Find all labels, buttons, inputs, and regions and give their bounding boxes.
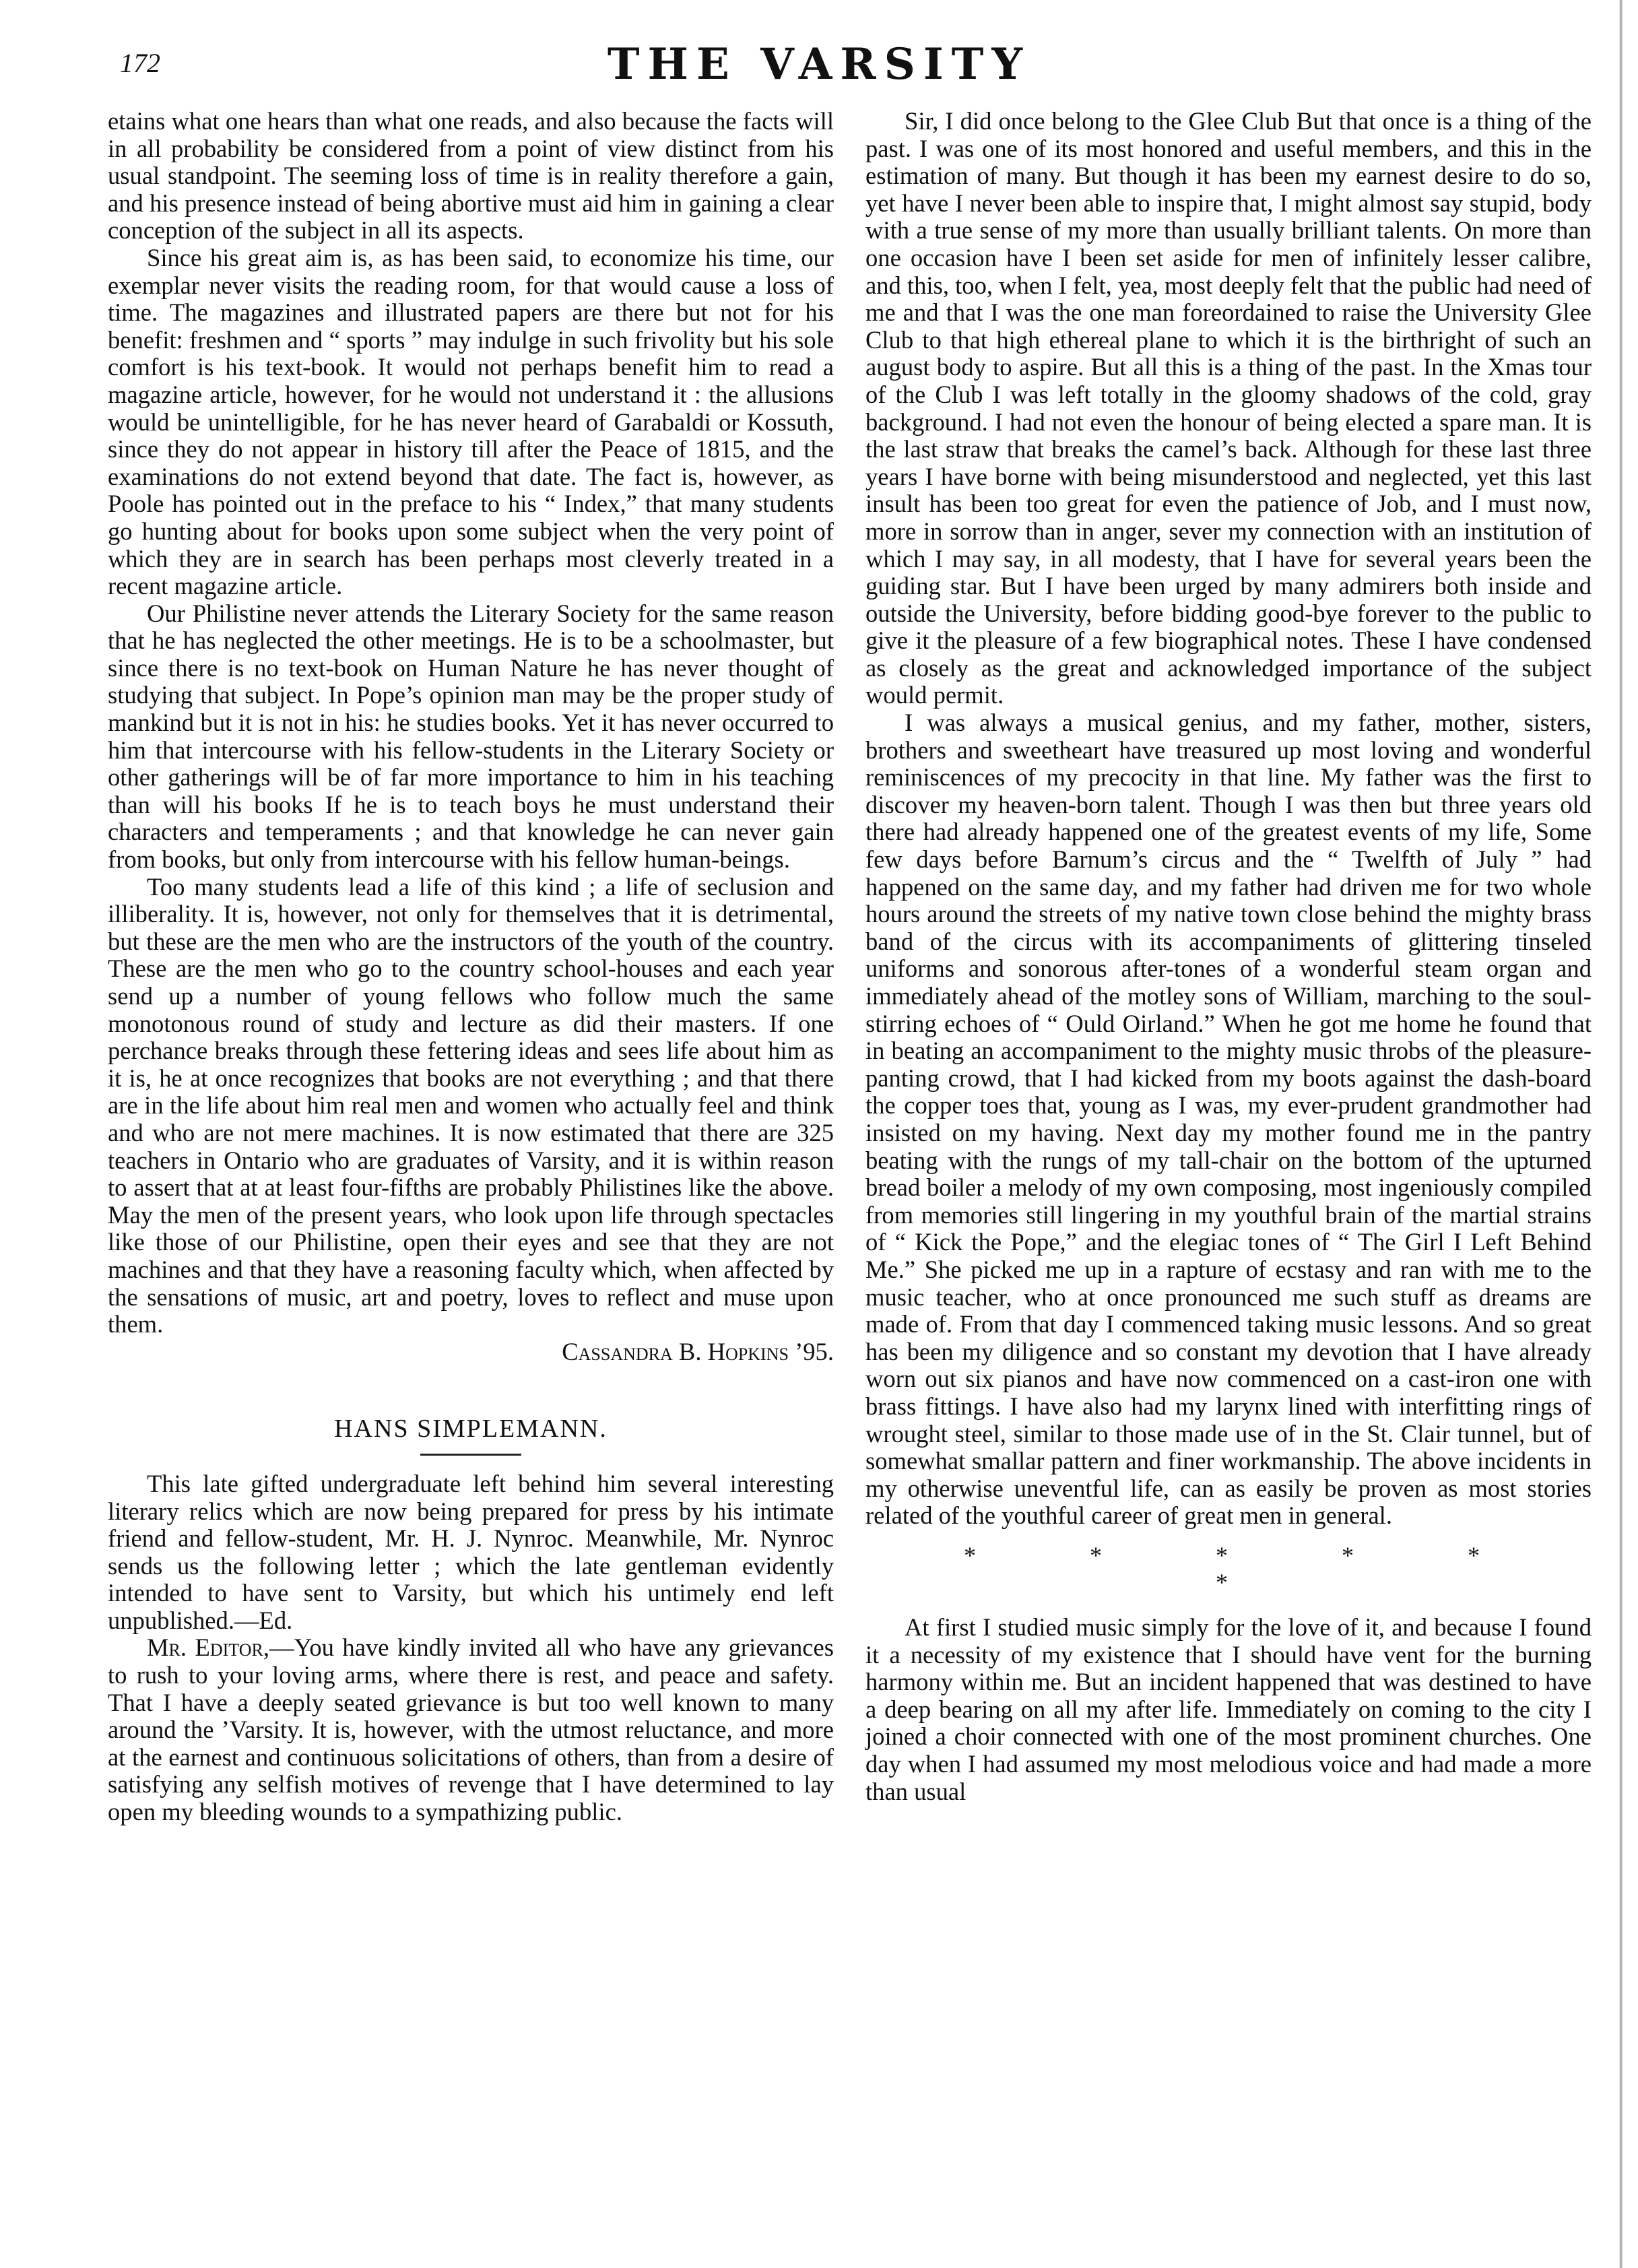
heading-rule [420, 1454, 521, 1456]
page-edge [1619, 0, 1623, 2268]
paragraph: etains what one hears than what one reads, and also because the facts will in all probability be considered from a point of view distinct from his usual standpoint. The seeming loss of time is in reality therefore a gain, and his presence instead of being abortive must aid him in gaining a clear conception of the subject in all its aspects. [108, 107, 834, 245]
intro-paragraph: This late gifted undergraduate left behind him several interesting literary relics which are now being prepared for press by his intimate friend and fellow-student, Mr. H. J. Nynroc. Meanwhile, Mr. Nynroc sends us the following letter ; which the late gentleman evidently intended to have sent to Varsity, but which his untimely end left unpublished.—Ed. [108, 1469, 834, 1634]
paragraph: I was always a musical genius, and my father, mother, sisters, brothers and sweetheart have treasured up most loving and wonderful reminiscences of my precocity in that line. My father was the first to discover my heaven-born talent. Though I was then but three years old there had already happened one of the greatest events of my life, Some few days before Barnum’s circus and the “ Twelfth of July ” had happened on the same day, and my father had driven me for two whole hours around the streets of my native town close behind the mighty brass band of the circus with its accompaniments of glittering tinseled uniforms and sonorous after-tones of a wonderful steam organ and immediately ahead of the motley sons of William, marching to the soul-stirring echoes of “ Ould Oirland.” When he got me home he found that in beating an accompaniment to the mighty music throbs of the pleasure-panting crowd, that I had kicked from my boots against the dash-board the copper toes that, young as I was, my ever-prudent grandmother had insisted on my having. Next day my mother found me in the pantry beating with the rungs of my tall-chair on the bottom of the upturned bread boiler a melody of my own composing, most ingeniously compiled from memories still lingering in my youthful brain of the martial strains of “ Kick the Pope,” and the elegiac tones of “ The Girl I Left Behind Me.” She picked me up in a rapture of ecstasy and ran with me to the music teacher, who at once pronounced me such stuff as dreams are made of. From that day I commenced taking music lessons. And so great has been my diligence and so constant my devotion that I have already worn out six pianos and have now commenced on a cast-iron one with brass fittings. I have also had my larynx lined with interfitting rings of wrought steel, similar to those made use of in the St. Clair tunnel, but of somewhat smallar pattern and finer workmanship. The above incidents in my otherwise uneventful life, can as easily be proven as most stories related of the youthful career of great men in general. [865, 709, 1592, 1530]
paragraph: Too many students lead a life of this kind ; a life of seclusion and illiberality. It is, however, not only for themselves that it is detrimental, but these are the men who are the instructors of the youth of the country. These are the men who go to the country school-houses and each year send up a number of young fellows who follow much the same monotonous round of study and lecture as did their masters. If one perchance breaks through these fettering ideas and sees life about him as it is, he at once recognizes that books are not everything ; and that there are in the life about him real men and women who actually feel and think and who are not mere machines. It is now estimated that there are 325 teachers in Ontario who are graduates of Varsity, and it is within reason to assert that at at least four-fifths are probably Philistines like the above. May the men of the present years, who look upon life through spectacles like those of our Philistine, open their eyes and see that they are not machines and that they have a reasoning faculty which, when affected by the sensations of music, art and poetry, loves to reflect and muse upon them. [108, 872, 834, 1338]
paragraph: At first I studied music simply for the love of it, and because I found it a necessity of my existence that I should have vent for the burning harmony within me. But an incident happened that was destined to have a deep bearing on all my after life. Immediately on coming to the city I joined a choir connected with one of the most prominent churches. One day when I had assumed my most melodious voice and had made a more than usual [865, 1613, 1592, 1805]
letter-body: —You have kindly invited all who have any grievances to rush to your loving arms, where there is rest, and peace and safety. That I have a deeply seated grievance is but too well known to many around the ’Varsity. It is, however, with the utmost reluctance, and more at the earnest and continuous solicitations of others, than from a desire of satisfying any selfish motives of revenge that I have determined to lay open my bleeding wounds to a sympathizing public. [108, 1633, 834, 1826]
section-separator: * * * * * * [964, 1541, 1534, 1596]
paragraph: Since his great aim is, as has been said, to economize his time, our exemplar never visits the reading room, for that would cause a loss of time. The magazines and illustrated papers are there but not for his benefit: freshmen and “ sports ” may indulge in such frivolity but his sole comfort is his text-book. It would not perhaps benefit him to read a magazine article, however, for he would not understand it : the allusions would be unintelligible, for he has never heard of Garabaldi or Kossuth, since they do not appear in history till after the Peace of 1815, and the examinations do not extend beyond that date. The fact is, however, as Poole has pointed out in the preface to his “ Index,” that many students go hunting about for books upon some subject when the very point of which they are in search has been perhaps most cleverly treated in a recent magazine article. [108, 243, 834, 600]
signature [108, 1338, 834, 1366]
letter-salutation: Mr. Editor, [147, 1633, 269, 1662]
paragraph: Our Philistine never attends the Literary Society for the same reason that he has neglected the other meetings. He is to be a schoolmaster, but since there is no text-book on Human Nature he has never thought of studying that subject. In Pope’s opinion man may be the proper study of mankind but it is not in his: he studies books. Yet it has never occurred to him that intercourse with his fellow-students in the Literary Society or other gatherings will be of far more importance to him in his teaching than will his books If he is to teach boys he must understand their characters and temperaments ; and that knowledge he can never gain from books, but only from intercourse with his fellow human-beings. [108, 599, 834, 874]
letter-paragraph [108, 1634, 834, 1825]
paragraph: Sir, I did once belong to the Glee Club But that once is a thing of the past. I was one of its most honored and useful members, and this in the estimation of many. But though it has been my earnest desire to do so, yet have I never been able to inspire that, I might almost say stupid, body with a true sense of my more than usually brilliant talents. On more than one occasion have I been set aside for men of infinitely lesser calibre, and this, too, when I felt, yea, most deeply felt that the public had need of me and that I was the one man foreordained to raise the University Glee Club to that high ethereal plane to which it is the birthright of such an august body to aspire. But all this is a thing of the past. In the Xmas tour of the Club I was left totally in the gloomy shadows of the cold, gray background. I had not even the honour of being elected a spare man. It is the last straw that breaks the camel’s back. Although for these last three years I have borne with being misunderstood and neglected, yet this last insult has been too great for even the patience of Job, and I must now, more in sorrow than in anger, sever my connection with an institution of which I may say, in all modesty, that I have for several years been the guiding star. But I have been urged by many admirers both inside and outside the University, before bidding good-bye forever to the public to give it the pleasure of a few biographical notes. These I have condensed as closely as the great and acknowledged importance of the subject would permit. [865, 107, 1592, 709]
page-number: 172 [120, 48, 160, 78]
section-heading: HANS SIMPLEMANN. [334, 1415, 608, 1444]
masthead: THE VARSITY [607, 39, 1031, 90]
left-column [108, 108, 834, 1826]
signature-text: Cassandra B. Hopkins ’95. [562, 1337, 834, 1365]
right-column [865, 108, 1592, 1805]
